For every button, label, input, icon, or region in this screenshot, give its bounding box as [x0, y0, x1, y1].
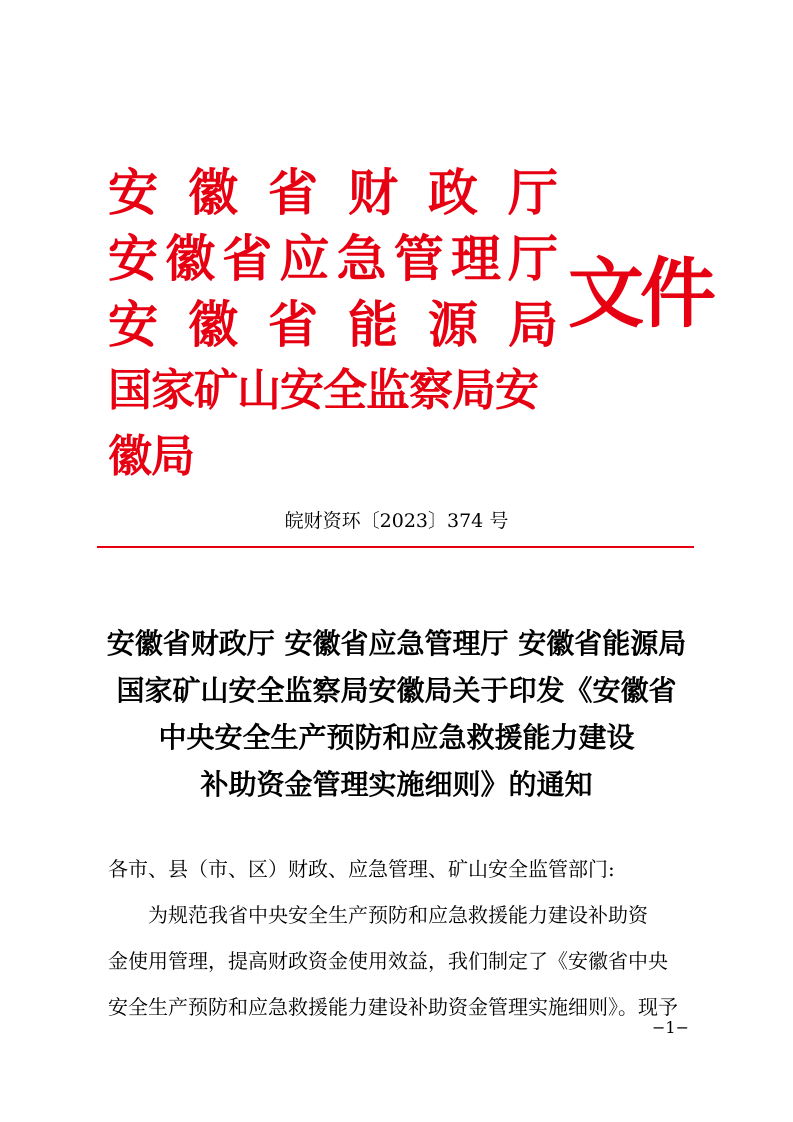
- issuer-char: 理: [450, 230, 501, 288]
- issuer-char: 徽: [165, 230, 216, 288]
- issuer-char: 省: [268, 296, 318, 354]
- issuer-char: 源: [428, 296, 478, 354]
- document-number: 皖财资环〔2023〕374 号: [284, 510, 509, 532]
- issuer-emergency-department: [108, 226, 558, 292]
- paragraph-line-3: 安全生产预防和应急救援能力建设补助资金管理实施细则》。现予: [108, 995, 678, 1019]
- title-line-2: 国家矿山安全监察局安徽局关于印发《安徽省: [116, 674, 677, 707]
- issuer-char: 政: [428, 164, 478, 222]
- issuer-energy-bureau: [108, 292, 558, 358]
- document-type-label: 文件: [568, 249, 712, 338]
- document-body: [108, 846, 693, 1030]
- issuer-char: 安: [108, 230, 158, 288]
- red-header-divider: [97, 546, 694, 548]
- document-title: [0, 620, 793, 808]
- title-line-4: 补助资金管理实施细则》的通知: [200, 768, 593, 801]
- issuer-char: 省: [222, 230, 273, 288]
- issuer-finance-department: [108, 160, 558, 226]
- issuer-char: 应: [279, 230, 330, 288]
- issuer-char: 安: [108, 164, 158, 222]
- title-line-3: 中央安全生产预防和应急救援能力建设: [158, 721, 635, 754]
- issuer-char: 急: [336, 230, 387, 288]
- paragraph-line-2: 金使用管理，提高财政资金使用效益，我们制定了《安徽省中央: [108, 949, 668, 973]
- issuer-char: 安: [108, 296, 158, 354]
- issuer-char: 省: [268, 164, 318, 222]
- page-number: −1−: [652, 1018, 689, 1037]
- salutation: 各市、县（市、区）财政、应急管理、矿山安全监管部门:: [108, 857, 615, 881]
- issuer-char: 厅: [508, 164, 558, 222]
- issuer-char: 能: [348, 296, 398, 354]
- issuer-char: 财: [348, 164, 398, 222]
- issuer-char: 徽: [188, 296, 238, 354]
- paragraph-line-1: 为规范我省中央安全生产预防和应急救援能力建设补助资: [148, 903, 648, 927]
- issuer-char: 徽: [188, 164, 238, 222]
- title-line-1: 安徽省财政厅 安徽省应急管理厅 安徽省能源局: [106, 627, 687, 660]
- issuing-authorities: [108, 160, 558, 482]
- issuer-char: 管: [393, 230, 444, 288]
- issuer-char: 局: [508, 296, 558, 354]
- issuer-char: 厅: [507, 230, 558, 288]
- issuer-mine-safety-bureau: 国家矿山安全监察局安徽局: [108, 365, 538, 482]
